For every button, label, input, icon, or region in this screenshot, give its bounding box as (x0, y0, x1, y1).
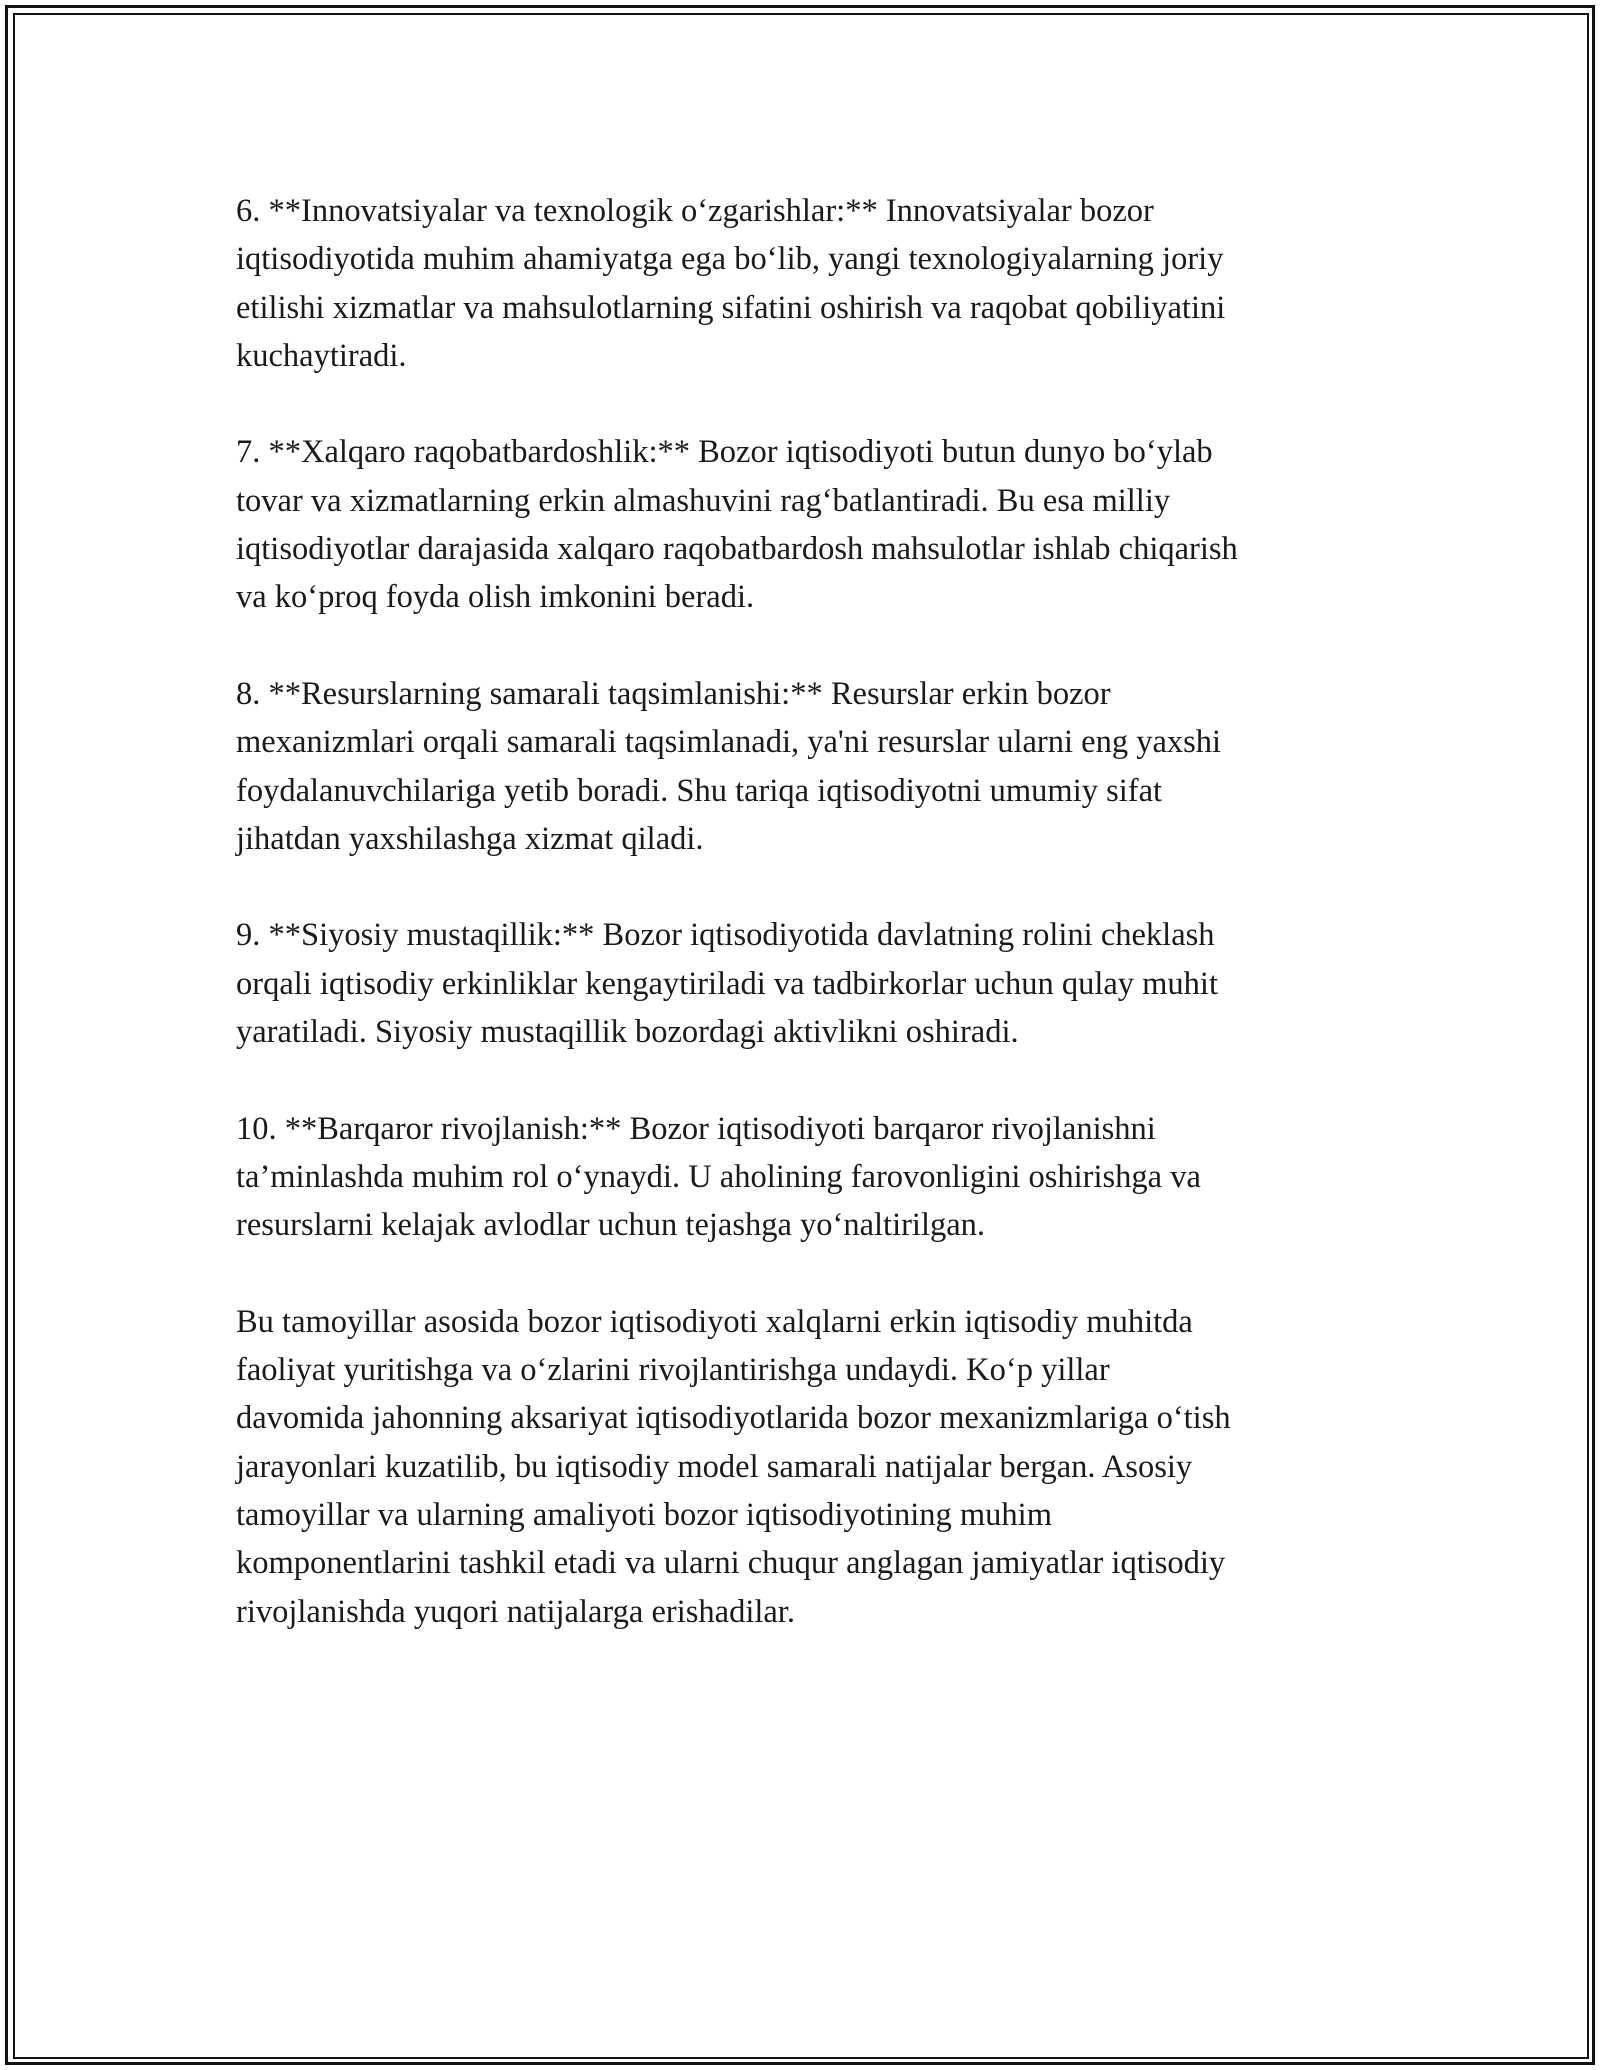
text-line: davomida jahonning aksariyat iqtisodiyotlarida bozor mexanizmlariga o‘tish (236, 1400, 1231, 1437)
text-line: orqali iqtisodiy erkinliklar kengaytiriladi va tadbirkorlar uchun qulay muhit (236, 965, 1218, 1002)
text-line: 8. **Resurslarning samarali taqsimlanishi:** Resurslar erkin bozor (236, 675, 1111, 712)
paragraph-political-independence (236, 911, 1386, 1056)
paragraph-conclusion (236, 1298, 1386, 1636)
text-line: 10. **Barqaror rivojlanish:** Bozor iqtisodiyoti barqaror rivojlanishni (236, 1110, 1156, 1147)
paragraph-innovations (236, 187, 1386, 380)
text-line: iqtisodiyotida muhim ahamiyatga ega bo‘lib, yangi texnologiyalarning joriy (236, 241, 1224, 278)
text-line: rivojlanishda yuqori natijalarga erishadilar. (236, 1593, 795, 1630)
document-body (236, 187, 1386, 1684)
paragraph-international-competitiveness (236, 428, 1386, 621)
text-line: 9. **Siyosiy mustaqillik:** Bozor iqtisodiyotida davlatning rolini cheklash (236, 917, 1215, 954)
text-line: yaratiladi. Siyosiy mustaqillik bozordagi aktivlikni oshiradi. (236, 1014, 1019, 1051)
text-line: jihatdan yaxshilashga xizmat qiladi. (236, 820, 704, 857)
text-line: komponentlarini tashkil etadi va ularni chuqur anglagan jamiyatlar iqtisodiy (236, 1545, 1226, 1582)
text-line: etilishi xizmatlar va mahsulotlarning sifatini oshirish va raqobat qobiliyatini (236, 289, 1226, 326)
text-line: tamoyillar va ularning amaliyoti bozor iqtisodiyotining muhim (236, 1497, 1052, 1534)
paragraph-sustainable-development (236, 1105, 1386, 1250)
text-line: jarayonlari kuzatilib, bu iqtisodiy model samarali natijalar bergan. Asosiy (236, 1448, 1193, 1485)
text-line: iqtisodiyotlar darajasida xalqaro raqobatbardosh mahsulotlar ishlab chiqarish (236, 531, 1238, 568)
text-line: ta’minlashda muhim rol o‘ynaydi. U aholining farovonligini oshirishga va (236, 1158, 1201, 1195)
text-line: mexanizmlari orqali samarali taqsimlanadi, ya'ni resurslar ularni eng yaxshi (236, 724, 1222, 761)
text-line: tovar va xizmatlarning erkin almashuvini rag‘batlantiradi. Bu esa milliy (236, 482, 1171, 519)
text-line: va ko‘proq foyda olish imkonini beradi. (236, 579, 755, 616)
text-line: Bu tamoyillar asosida bozor iqtisodiyoti xalqlarni erkin iqtisodiy muhitda (236, 1303, 1193, 1340)
text-line: 6. **Innovatsiyalar va texnologik o‘zgarishlar:** Innovatsiyalar bozor (236, 193, 1154, 229)
text-line: foydalanuvchilariga yetib boradi. Shu tariqa iqtisodiyotni umumiy sifat (236, 772, 1163, 809)
text-line: resurslarni kelajak avlodlar uchun tejashga yo‘naltirilgan. (236, 1207, 986, 1244)
text-line: kuchaytiradi. (236, 337, 407, 374)
text-line: 7. **Xalqaro raqobatbardoshlik:** Bozor iqtisodiyoti butun dunyo bo‘ylab (236, 434, 1213, 471)
text-line: faoliyat yuritishga va o‘zlarini rivojlantirishga undaydi. Ko‘p yillar (236, 1352, 1110, 1389)
paragraph-resource-allocation (236, 670, 1386, 863)
